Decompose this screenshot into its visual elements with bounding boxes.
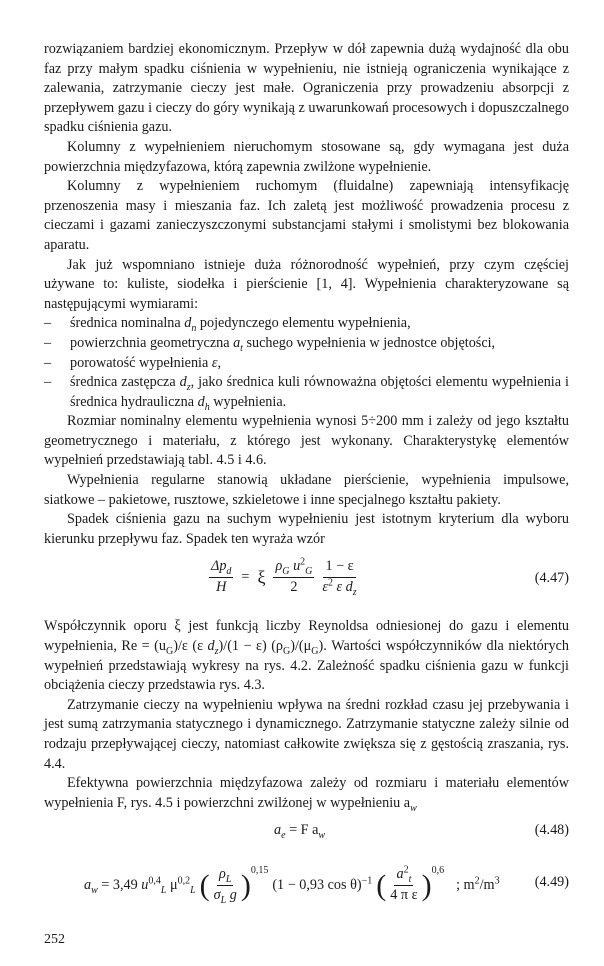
paragraph-8: Współczynnik oporu ξ jest funkcją liczby Reynoldsa odniesionej do gazu i elementu wypełnienia, $Re = (u_G)/\varepsilon$ (ε $d_z)/(1 - \varepsilon)$ $(\rho_G)/(\mu_G)$. Wartości współczynników dla niektórych wypełnień przedstawiają wykresy na rys. 4.2. Zależność spadku ciśnienia gazu w funkcji obciążenia cieczy przedstawia rys. 4.3.: [44, 618, 569, 694]
equation-4-48: $a_e = F$ $a_w$ (4.48): [274, 822, 569, 842]
equation-number: (4.49): [534, 874, 569, 891]
list-item: – powierzchnia geometryczna $a_t$ suchego wypełnienia w jednostce objętości,: [44, 334, 496, 354]
paragraph-3: Kolumny z wypełnieniem ruchomym (fluidalne) zapewniają intensyfikację przenoszenia masy i mieszania faz. Ich zaletą jest możliwość prowadzenia procesu z cieczami i gazami zanieczyszczonymi substancjami stałymi i smolistymi bez blokowania aparatu.: [44, 178, 569, 253]
paragraph-4: Jak już wspomniano istnieje duża różnorodność wypełnień, przy czym częściej używane to: kuliste, siodełka i pierścienie [1, 4]. Wypełnienia charakteryzowane są następującymi wymiarami:: [44, 256, 569, 312]
paragraph-9: Zatrzymanie cieczy na wypełnieniu wpływa na średni rozkład czasu jej przebywania i jest sumą zatrzymania statycznego i dynamicznego. Zatrzymanie statyczne zależy silnie od rodzaju przepływającej cieczy, natomiast całkowite zwiększa się z gęstością zraszania, rys. 4.4.: [44, 696, 569, 772]
paragraph-6: Wypełnienia regularne stanowią układane pierścienie, wypełnienia impulsowe, siatkowe – pakietowe, rusztowe, szkieletowe i inne specjalnego kształtu pakiety.: [44, 472, 569, 508]
text-block: [44, 40, 569, 927]
equation-number: (4.47): [534, 570, 569, 587]
list-item: – porowatość wypełnienia ε,: [44, 354, 221, 371]
equation-4-49: $a_w = 3,49$ $u^{0,4}_L$ $\mu^{0,2}_L$ ( $\frac{\rho_L}{\sigma_L g}$ ) $^{0,15}$ (1 − 0,93 cos θ)$^{-1}$ ( $\frac{a^2_t}{\text{4 π ε}}$ ) $^{0,6}$ ; $m^2/m^3$ (4.49): [84, 864, 569, 906]
page-number: 252: [44, 932, 65, 947]
list-item: – średnica nominalna $d_n$ pojedynczego elementu wypełnienia,: [44, 315, 411, 335]
paragraph-7: Spadek ciśnienia gazu na suchym wypełnieniu jest istotnym kryterium dla wyboru kierunku przepływu faz. Spadek ten wyraża wzór: [44, 511, 569, 547]
paragraph-10: Efektywna powierzchnia międzyfazowa zależy od rozmiaru i materiału elementów wypełnienia F, rys. 4.5 i powierzchni zwilżonej w wypełnieniu $a_w$: [44, 775, 569, 814]
equation-4-47: $\frac{\Delta p_d}{H}$ = ξ $\frac{\rho_G u^2_G}{2}$ $\frac{1 - \varepsilon}{\varepsilon^2 \varepsilon d_z}$ (4.47): [211, 556, 569, 598]
paragraph-1: rozwiązaniem bardziej ekonomicznym. Przepływ w dół zapewnia dużą wydajność dla obu faz przy małym spadku ciśnienia w wypełnieniu, nie istnieją ograniczenia wynikające z zalewania, zatrzymanie cieczy jest małe. Ograniczenia przy prowadzeniu absorpcji z przepływem gazu i cieczy do góry wynikają z uwarunkowań procesowych i dopuszczalnego spadku ciśnienia gazu.: [44, 41, 569, 136]
list-item: – średnica zastępcza $d_z$, jako średnica kuli równoważna objętości elementu wypełnienia i średnica hydrauliczna $d_h$ wypełnienia.: [44, 374, 569, 413]
paragraph-2: Kolumny z wypełnieniem nieruchomym stosowane są, gdy wymagana jest duża powierzchnia międzyfazowa, którą zapewnia zwilżone wypełnienie.: [44, 138, 569, 175]
paragraph-5: Rozmiar nominalny elementu wypełnienia wynosi 5÷200 mm i zależy od jego kształtu geometrycznego i materiału, z którego jest wykonany. Charakterystykę elementów wypełnień przedstawiają tabl. 4.5 i 4.6.: [44, 413, 569, 469]
equation-number: (4.48): [534, 822, 569, 839]
